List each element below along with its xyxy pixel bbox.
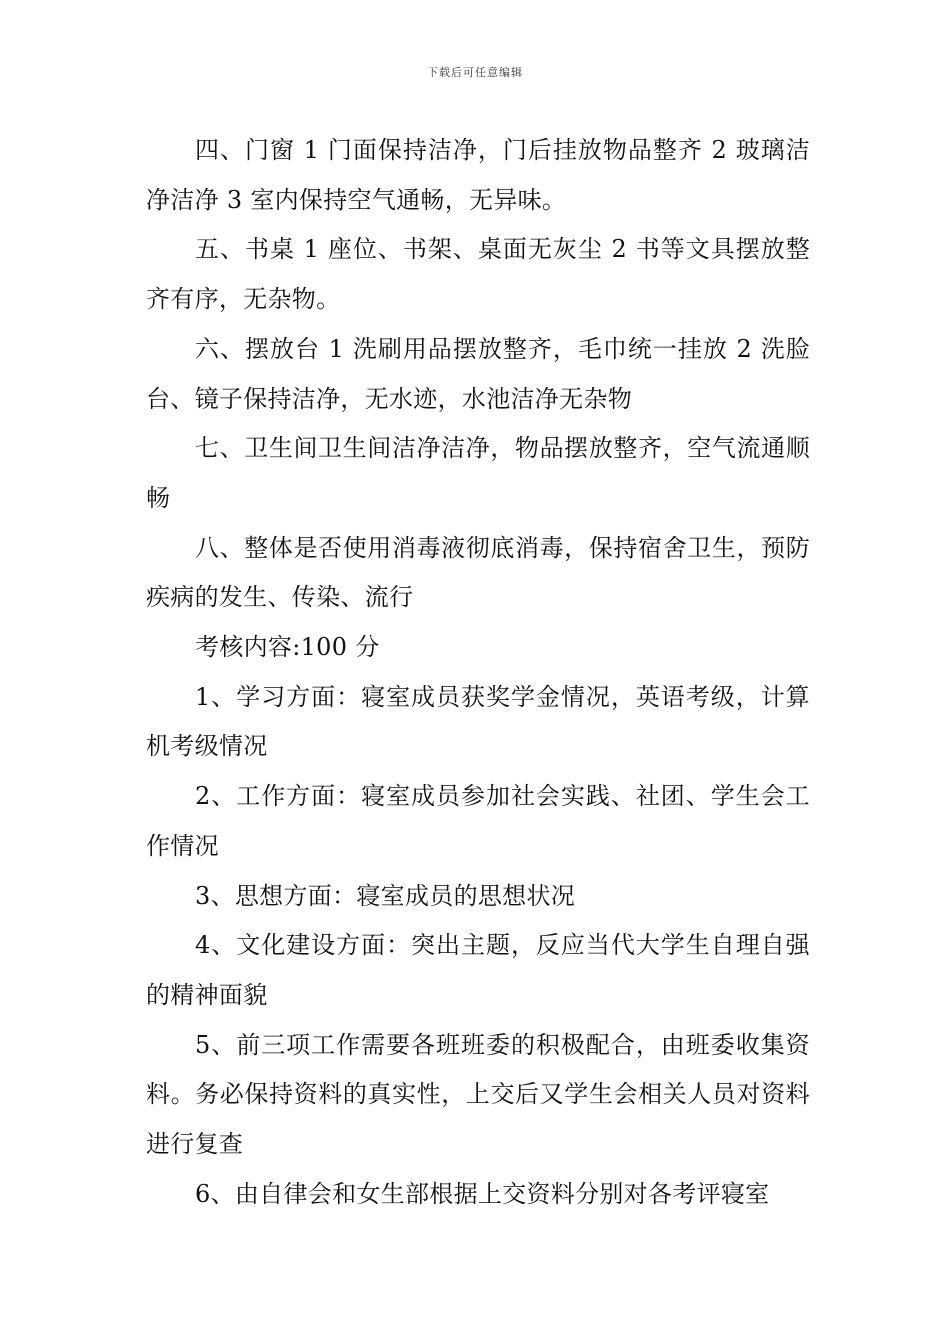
document-body	[146, 126, 810, 1219]
paragraph-review: 6、由自律会和女生部根据上交资料分别对各考评寝室	[195, 1179, 770, 1208]
header-note: 下载后可任意编辑	[427, 66, 523, 79]
paragraph-culture: 4、文化建设方面：突出主题，反应当代大学生自理自强的精神面貌	[146, 931, 810, 1009]
paragraph-bathroom: 七、卫生间卫生间洁净洁净，物品摆放整齐，空气流通顺畅	[146, 434, 810, 512]
paragraph-cooperation: 5、前三项工作需要各班班委的积极配合，由班委收集资料。务必保持资料的真实性，上交后又学生会相关人员对资料进行复查	[146, 1030, 810, 1159]
paragraph-doors-windows: 四、门窗 1 门面保持洁净，门后挂放物品整齐 2 玻璃洁净洁净 3 室内保持空气通畅，无异味。	[146, 136, 810, 214]
paragraph-study: 1、学习方面：寝室成员获奖学金情况，英语考级，计算机考级情况	[146, 682, 810, 761]
paragraph-thought: 3、思想方面：寝室成员的思想状况	[195, 881, 576, 910]
paragraph-wash-table: 六、摆放台 1 洗刷用品摆放整齐，毛巾统一挂放 2 洗脸台、镜子保持洁净，无水迹，水池洁净无杂物	[146, 334, 810, 413]
paragraph-overall: 八、整体是否使用消毒液彻底消毒，保持宿舍卫生，预防疾病的发生、传染、流行	[146, 533, 810, 612]
paragraph-assessment-title: 考核内容:100 分	[195, 633, 380, 662]
paragraph-desk: 五、书桌 1 座位、书架、桌面无灰尘 2 书等文具摆放整齐有序，无杂物。	[146, 235, 810, 314]
paragraph-work: 2、工作方面：寝室成员参加社会实践、社团、学生会工作情况	[146, 782, 810, 860]
